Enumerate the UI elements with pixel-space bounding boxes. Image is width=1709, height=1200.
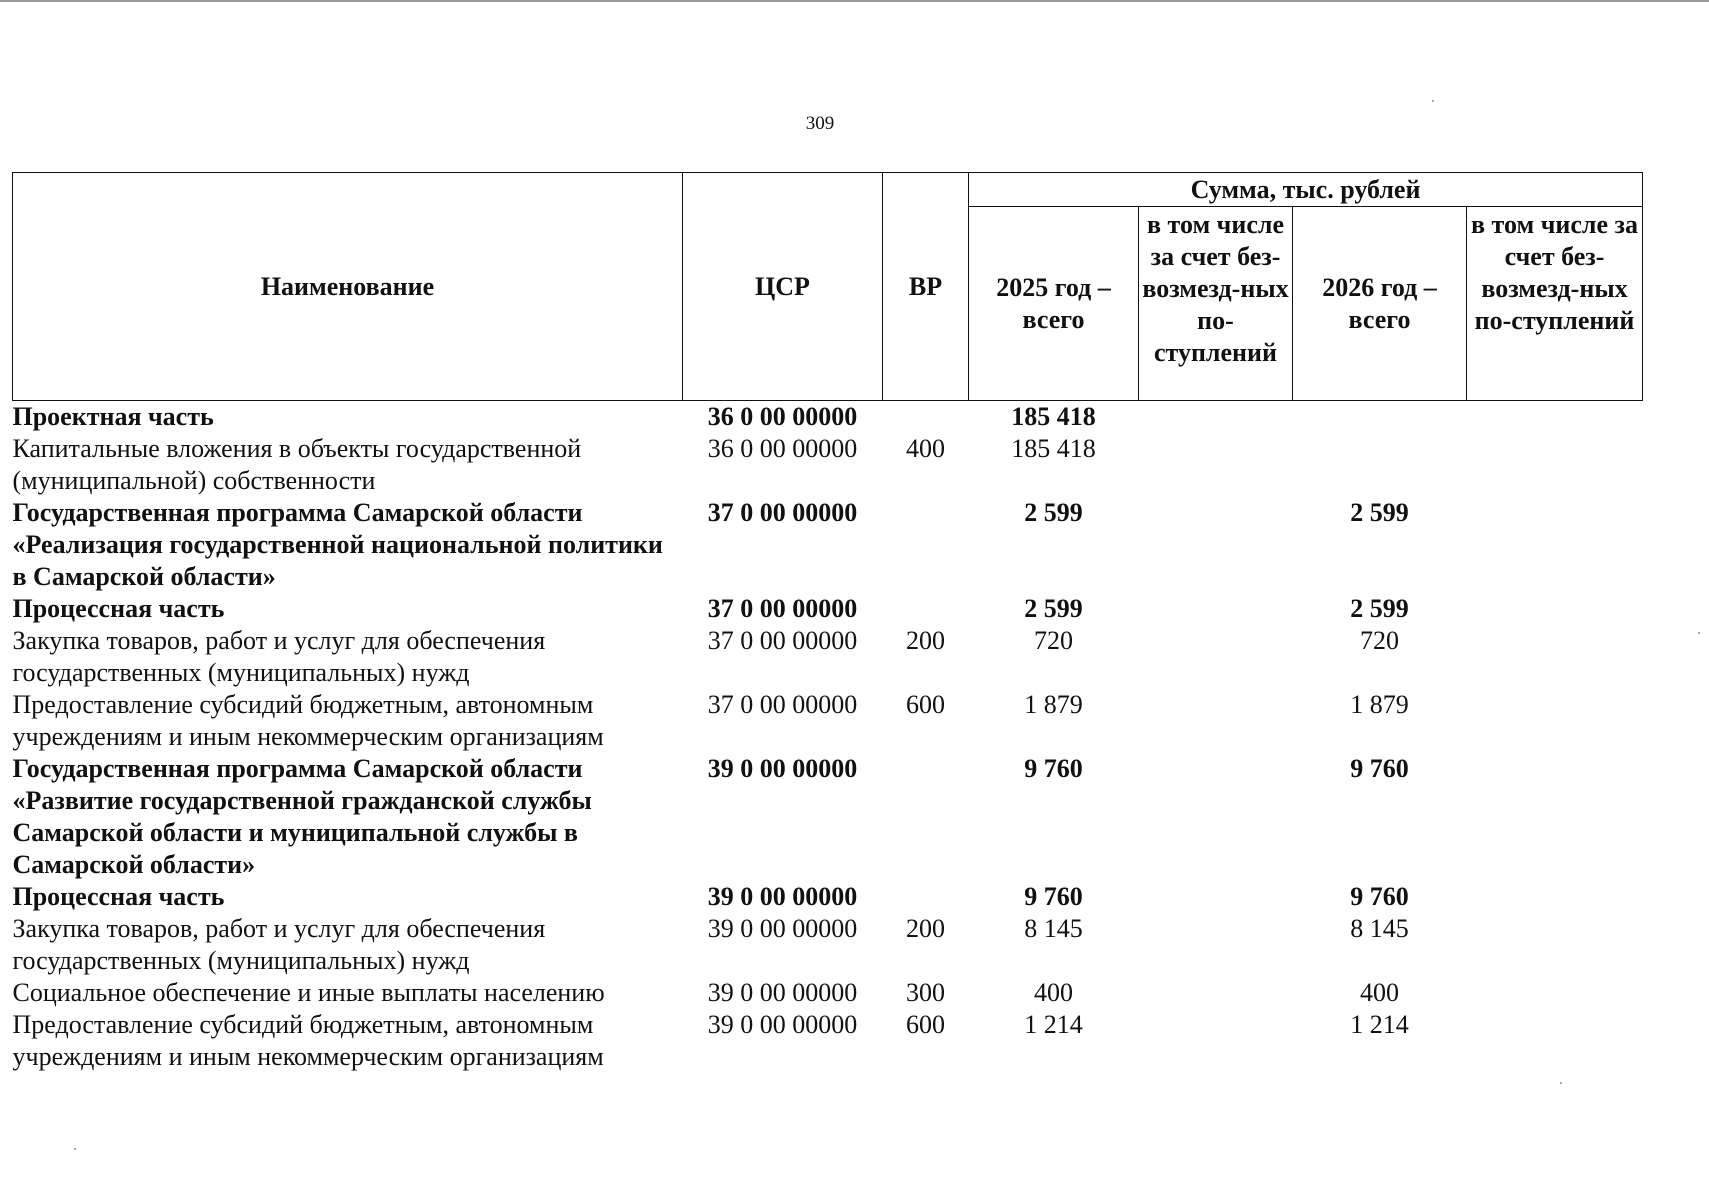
cell-2025-gratuitous: [1139, 593, 1293, 625]
scan-speck: [1698, 632, 1700, 634]
cell-2025-total: 400: [1034, 978, 1073, 1007]
cell-2025-total: 8 145: [1024, 914, 1083, 943]
cell-name: Социальное обеспечение и иные выплаты населению: [12, 978, 605, 1007]
cell-csr: 39 0 00 00000: [707, 914, 858, 943]
cell-2025-gratuitous: [1139, 977, 1293, 1009]
cell-2026-gratuitous: [1467, 1009, 1643, 1073]
cell-csr: 37 0 00 00000: [707, 626, 858, 655]
cell-2026-total: [1293, 401, 1467, 434]
cell-2026-gratuitous: [1467, 881, 1643, 913]
table-row: [13, 913, 1643, 977]
cell-2025-gratuitous: [1139, 625, 1293, 689]
scan-speck: [1560, 1082, 1562, 1084]
cell-2026-gratuitous: [1467, 977, 1643, 1009]
table-header: [13, 173, 1643, 401]
scan-speck: [74, 1148, 76, 1150]
table-row: [13, 1009, 1643, 1073]
cell-name: Капитальные вложения в объекты государственной (муниципальной) собственности: [12, 434, 582, 495]
cell-csr: 39 0 00 00000: [707, 882, 858, 911]
top-rule: [0, 0, 1709, 2]
cell-2026-total: 2 599: [1350, 594, 1409, 623]
cell-csr: 39 0 00 00000: [707, 1010, 858, 1039]
cell-2025-total: 9 760: [1024, 754, 1083, 783]
cell-name: Процессная часть: [12, 594, 225, 623]
cell-2025-total: 2 599: [1024, 594, 1083, 623]
cell-vr: [883, 401, 969, 434]
header-2026-total: 2026 год – всего: [1293, 207, 1467, 401]
cell-name: Государственная программа Самарской области «Реализация государственной национальной политики в Самарской области»: [12, 498, 663, 591]
cell-name: Предоставление субсидий бюджетным, автономным учреждениям и иным некоммерческим организациям: [12, 690, 604, 751]
cell-2026-gratuitous: [1467, 689, 1643, 753]
cell-vr: 200: [906, 626, 945, 655]
cell-vr: [883, 497, 969, 593]
cell-vr: 600: [906, 1010, 945, 1039]
cell-vr: [883, 881, 969, 913]
table-row: [13, 881, 1643, 913]
cell-2026-total: 9 760: [1350, 754, 1409, 783]
table-row: [13, 625, 1643, 689]
cell-name: Предоставление субсидий бюджетным, автономным учреждениям и иным некоммерческим организациям: [12, 1010, 604, 1071]
cell-vr: 300: [906, 978, 945, 1007]
table-row: [13, 497, 1643, 593]
scan-speck: [1432, 100, 1434, 102]
table-row: [13, 593, 1643, 625]
cell-2025-total: 185 418: [1011, 402, 1096, 431]
cell-2025-total: 720: [1034, 626, 1073, 655]
cell-2026-gratuitous: [1467, 401, 1643, 434]
cell-2025-total: 1 879: [1024, 690, 1083, 719]
cell-csr: 37 0 00 00000: [707, 498, 858, 527]
cell-name: Проектная часть: [12, 402, 214, 431]
cell-2026-gratuitous: [1467, 593, 1643, 625]
cell-2026-gratuitous: [1467, 625, 1643, 689]
cell-vr: 400: [906, 434, 945, 463]
cell-2025-gratuitous: [1139, 1009, 1293, 1073]
cell-2026-gratuitous: [1467, 433, 1643, 497]
cell-2025-gratuitous: [1139, 881, 1293, 913]
cell-name: Закупка товаров, работ и услуг для обеспечения государственных (муниципальных) нужд: [12, 626, 546, 687]
cell-2026-total: 1 214: [1350, 1010, 1409, 1039]
cell-2026-total: 9 760: [1350, 882, 1409, 911]
cell-vr: [883, 753, 969, 881]
header-name: Наименование: [13, 173, 683, 401]
cell-csr: 37 0 00 00000: [707, 690, 858, 719]
table-row: [13, 753, 1643, 881]
page-number: 309: [805, 113, 835, 134]
header-sum-group: Сумма, тыс. рублей: [969, 173, 1643, 207]
cell-2026-total: [1293, 433, 1467, 497]
table-row: [13, 401, 1643, 434]
cell-2025-total: 1 214: [1024, 1010, 1083, 1039]
cell-vr: 200: [906, 914, 945, 943]
cell-2026-gratuitous: [1467, 753, 1643, 881]
header-2026-gratuitous: в том числе за счет без-возмезд-ных по-ступлений: [1467, 207, 1643, 401]
cell-vr: [883, 593, 969, 625]
cell-2025-total: 185 418: [1011, 434, 1096, 463]
cell-2026-gratuitous: [1467, 913, 1643, 977]
header-2025-gratuitous: в том числе за счет без-возмезд-ных по-ступлений: [1139, 207, 1293, 401]
table-row: [13, 433, 1643, 497]
budget-table: [12, 172, 1643, 1073]
cell-2026-total: 720: [1360, 626, 1399, 655]
header-vr: ВР: [883, 173, 969, 401]
header-2025-total: 2025 год – всего: [969, 207, 1139, 401]
cell-vr: 600: [906, 690, 945, 719]
cell-2025-gratuitous: [1139, 913, 1293, 977]
cell-2025-gratuitous: [1139, 497, 1293, 593]
cell-csr: 37 0 00 00000: [707, 594, 858, 623]
cell-2025-total: 9 760: [1024, 882, 1083, 911]
cell-name: Закупка товаров, работ и услуг для обеспечения государственных (муниципальных) нужд: [12, 914, 546, 975]
cell-csr: 36 0 00 00000: [707, 402, 858, 431]
table-row: [13, 977, 1643, 1009]
cell-2025-gratuitous: [1139, 433, 1293, 497]
cell-name: Государственная программа Самарской области «Развитие государственной гражданской службы Самарской области и муниципальной службы в Самарской области»: [12, 754, 592, 879]
cell-2026-total: 8 145: [1350, 914, 1409, 943]
header-csr: ЦСР: [683, 173, 883, 401]
table-row: [13, 689, 1643, 753]
table-body: [13, 401, 1643, 1074]
cell-2025-gratuitous: [1139, 753, 1293, 881]
cell-csr: 36 0 00 00000: [707, 434, 858, 463]
cell-2025-gratuitous: [1139, 689, 1293, 753]
cell-csr: 39 0 00 00000: [707, 754, 858, 783]
cell-csr: 39 0 00 00000: [707, 978, 858, 1007]
cell-2026-total: 1 879: [1350, 690, 1409, 719]
cell-2026-gratuitous: [1467, 497, 1643, 593]
cell-2026-total: 400: [1360, 978, 1399, 1007]
cell-2025-gratuitous: [1139, 401, 1293, 434]
cell-2025-total: 2 599: [1024, 498, 1083, 527]
cell-name: Процессная часть: [12, 882, 225, 911]
cell-2026-total: 2 599: [1350, 498, 1409, 527]
